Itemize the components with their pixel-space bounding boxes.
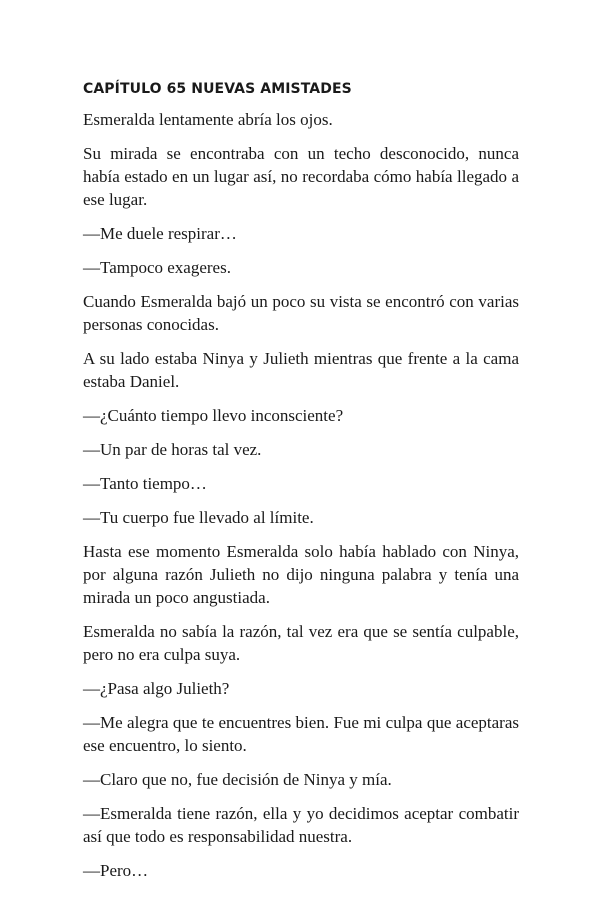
paragraph: Esmeralda no sabía la razón, tal vez era que se sentía culpable, pero no era culpa suya.: [83, 622, 519, 664]
document-page: [83, 78, 519, 893]
dialogue-line: —Un par de horas tal vez.: [83, 440, 262, 459]
dialogue-line: —Me duele respirar…: [83, 224, 237, 243]
dialogue-line: —Tampoco exageres.: [83, 258, 231, 277]
dialogue-line: —Tanto tiempo…: [83, 474, 207, 493]
paragraph: Hasta ese momento Esmeralda solo había hablado con Ninya, por alguna razón Julieth no dijo ninguna palabra y tenía una mirada un poco angustiada.: [83, 542, 519, 607]
dialogue-line: —Me alegra que te encuentres bien. Fue mi culpa que aceptaras ese encuentro, lo siento.: [83, 713, 519, 755]
paragraph: A su lado estaba Ninya y Julieth mientras que frente a la cama estaba Daniel.: [83, 349, 519, 391]
dialogue-line: —Tu cuerpo fue llevado al límite.: [83, 508, 314, 527]
dialogue-line: —Pero…: [83, 861, 149, 880]
paragraph: Su mirada se encontraba con un techo desconocido, nunca había estado en un lugar así, no recordaba cómo había llegado a ese lugar.: [83, 144, 519, 209]
dialogue-line: —Esmeralda tiene razón, ella y yo decidimos aceptar combatir así que todo es responsabilidad nuestra.: [83, 804, 519, 846]
paragraph: Cuando Esmeralda bajó un poco su vista se encontró con varias personas conocidas.: [83, 292, 519, 334]
paragraph: Esmeralda lentamente abría los ojos.: [83, 110, 333, 129]
dialogue-line: —¿Pasa algo Julieth?: [83, 679, 230, 698]
dialogue-line: —Claro que no, fue decisión de Ninya y mía.: [83, 770, 392, 789]
dialogue-line: —¿Cuánto tiempo llevo inconsciente?: [83, 406, 344, 425]
chapter-title: CAPÍTULO 65 NUEVAS AMISTADES: [83, 81, 352, 97]
